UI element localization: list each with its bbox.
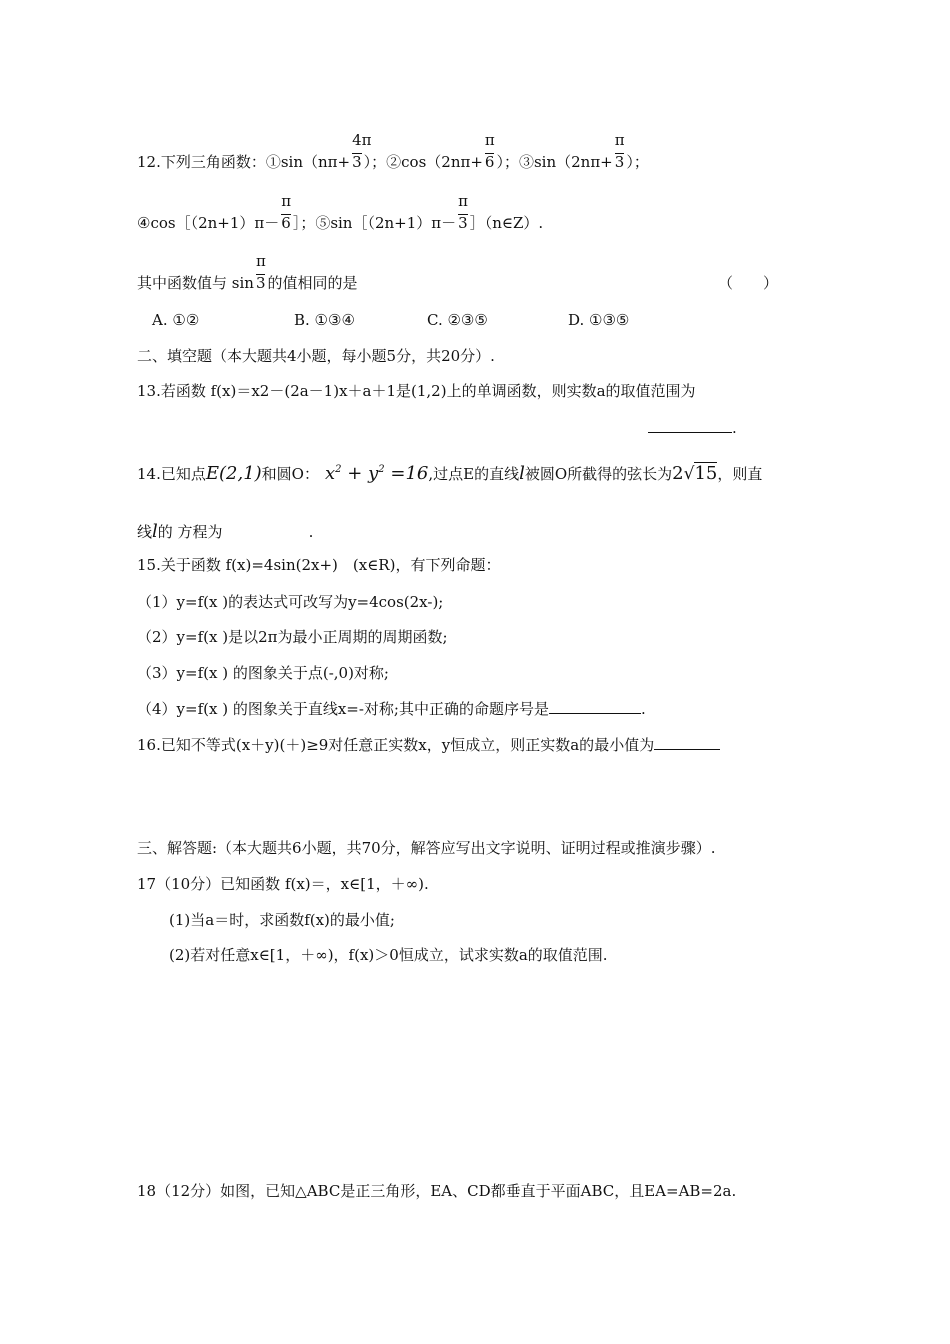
circle-equation: $x^2 + y^2 =16$	[324, 463, 429, 484]
q15-stem: 15.关于函数 f(x)=4sin(2x+) (x∈R)，有下列命题：	[137, 556, 501, 574]
section-2-heading: 二、填空题（本大题共4小题，每小题5分，共20分）.	[137, 347, 495, 365]
option-b: B. ①③④	[294, 311, 355, 329]
q18-text: 18（12分）如图，已知△ABC是正三角形，EA、CD都垂直于平面ABC，且EA=AB=2a.	[137, 1182, 737, 1200]
fraction-pi-3: $\frac{\pi}{3}$	[458, 192, 469, 232]
q15-item-1: （1）y=f(x )的表达式可改写为y=4cos(2x-);	[137, 593, 444, 611]
q17-part2: (2)若对任意x∈[1，＋∞)，f(x)＞0恒成立，试求实数a的取值范围.	[169, 946, 608, 964]
option-c: C. ②③⑤	[427, 311, 488, 329]
q12-line1: 12.下列三角函数：①sin（nπ+ $\frac{4\pi}{3}$ ）；②cos（2nπ+ $\frac{\pi}{6}$ ）；③sin（2nπ+ $\frac{\pi}{3}$ ）；	[137, 131, 649, 171]
answer-paren: （ ）	[718, 274, 779, 292]
q12-line2: ④cos［（2n+1）π－ $\frac{\pi}{6}$ ］；⑤sin［（2n+1）π－ $\frac{\pi}{3}$ ］（n∈Z）.	[137, 192, 544, 232]
fraction-pi-6: $\frac{\pi}{6}$	[281, 192, 292, 232]
q13-blank: .	[648, 418, 737, 438]
point-e: E(2,1)	[205, 463, 262, 484]
q15-item-4: （4）y=f(x ) 的图象关于直线x=-对称;其中正确的命题序号是 .	[137, 700, 646, 718]
q15-item-3: （3）y=f(x ) 的图象关于点(-,0)对称;	[137, 664, 389, 682]
chord-length: 2√15	[672, 463, 718, 484]
section-3-heading: 三、解答题:（本大题共6小题，共70分，解答应写出文字说明、证明过程或推演步骤）.	[137, 839, 716, 857]
q16-blank	[654, 749, 720, 750]
q16-text: 16.已知不等式(x＋y)(＋)≥9对任意正实数x，y恒成立，则正实数a的最小值为	[137, 735, 720, 755]
q12-line3: 其中函数值与 sin $\frac{\pi}{3}$ 的值相同的是	[137, 252, 358, 292]
q15-item-2: （2）y=f(x )是以2π为最小正周期的周期函数;	[137, 628, 448, 646]
option-a: A. ①②	[152, 311, 200, 329]
option-d: D. ①③⑤	[568, 311, 630, 329]
fraction-pi-3: $\frac{\pi}{3}$	[614, 131, 625, 171]
fraction-pi-3: $\frac{\pi}{3}$	[255, 252, 266, 292]
q17-stem: 17（10分）已知函数 f(x)＝，x∈[1，＋∞).	[137, 875, 429, 893]
line-l: l	[519, 463, 525, 484]
fraction-4pi-3: $\frac{4\pi}{3}$	[352, 131, 372, 171]
q17-part1: (1)当a＝时，求函数f(x)的最小值;	[169, 911, 395, 929]
q15-blank	[549, 713, 641, 714]
fraction-pi-6: $\frac{\pi}{6}$	[484, 131, 495, 171]
q13-text: 13.若函数 f(x)＝x2－(2a－1)x＋a＋1是(1,2)上的单调函数，则实数a的取值范围为	[137, 382, 696, 400]
q14-line1: 14.已知点E(2,1)和圆O： $x^2 + y^2 =16$,过点E的直线l被圆O所截得的弦长为2√15，则直	[137, 463, 763, 484]
q14-line2: 线l的 方程为 .	[137, 521, 314, 542]
